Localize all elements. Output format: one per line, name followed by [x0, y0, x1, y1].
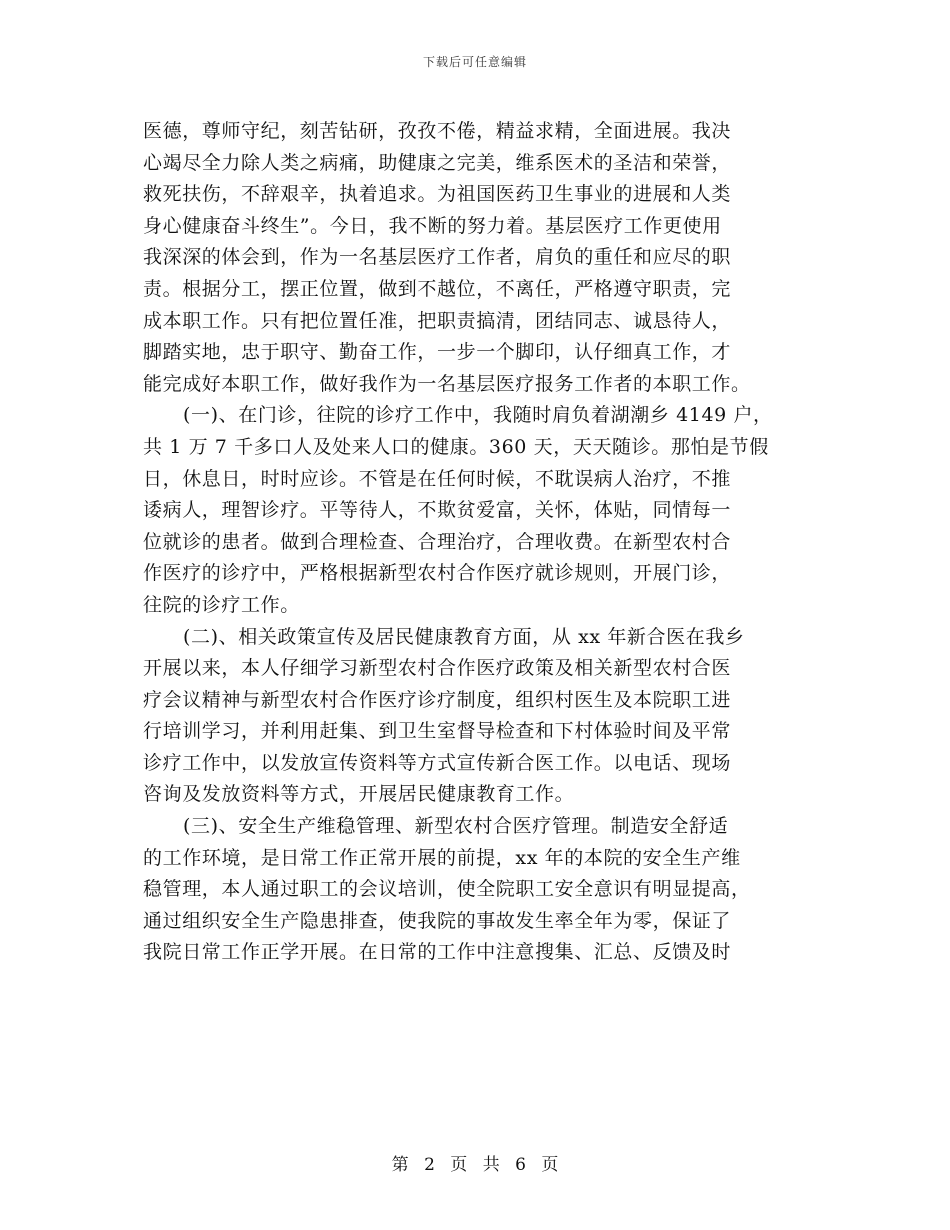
text-line: 我深深的体会到，作为一名基层医疗工作者，肩负的重任和应尽的职: [143, 246, 732, 269]
text-line: (一)、在门诊，往院的诊疗工作中，我随时肩负着湖潮乡 4149 户，: [183, 404, 773, 427]
text-line: 咨询及发放资料等方式，开展居民健康教育工作。: [143, 783, 575, 806]
text-line: 身心健康奋斗终生”。今日，我不断的努力着。基层医疗工作更使用: [143, 214, 722, 237]
text-line: 稳管理，本人通过职工的会议培训，使全院职工安全意识有明显提高，: [143, 878, 751, 901]
text-line: 我院日常工作正学开展。在日常的工作中注意搜集、汇总、反馈及时: [143, 941, 732, 964]
document-body: [143, 116, 811, 969]
paragraph-outpatient: [143, 400, 811, 621]
page-footer: [0, 1150, 950, 1175]
text-line: 行培训学习，并利用赶集、到卫生室督导检查和下村体验时间及平常: [143, 720, 732, 743]
page-number-total: 6: [515, 1155, 526, 1175]
text-line: 通过组织安全生产隐患排查，使我院的事故发生率全年为零，保证了: [143, 909, 732, 932]
text-line: 位就诊的患者。做到合理检查、合理治疗，合理收费。在新型农村合: [143, 530, 732, 553]
page-header: 下载后可任意编辑: [422, 55, 527, 69]
text-line: (三)、安全生产维稳管理、新型农村合医疗管理。制造安全舒适: [183, 815, 729, 838]
text-line: 共 1 万 7 千多口人及处来人口的健康。360 天，天天随诊。那怕是节假: [143, 435, 769, 458]
text-line: 诿病人，理智诊疗。平等待人，不欺贫爱富，关怀，体贴，同情每一: [143, 499, 732, 522]
footer-page-label: 页: [450, 1155, 468, 1175]
text-line: 往院的诊疗工作。: [143, 593, 300, 616]
text-line: 开展以来，本人仔细学习新型农村合作医疗政策及相关新型农村合医: [143, 657, 732, 680]
text-line: 疗会议精神与新型农村合作医疗诊疗制度，组织村医生及本院职工进: [143, 688, 732, 711]
text-line: 成本职工作。只有把位置任准，把职责搞清，团结同志、诚恳待人，: [143, 309, 732, 332]
text-line: 能完成好本职工作，做好我作为一名基层医疗报务工作者的本职工作。: [143, 372, 751, 395]
page-number-current: 2: [424, 1155, 435, 1175]
text-line: 作医疗的诊疗中，严格根据新型农村合作医疗就诊规则，开展门诊，: [143, 562, 732, 585]
text-line: 的工作环境，是日常工作正常开展的前提，xx 年的本院的安全生产维: [143, 846, 741, 869]
text-line: 脚踏实地，忠于职守、勤奋工作，一步一个脚印，认仔细真工作，才: [143, 341, 732, 364]
text-line: 诊疗工作中，以发放宣传资料等方式宣传新合医工作。以电话、现场: [143, 751, 732, 774]
text-line: 日，休息日，时时应诊。不管是在任何时候，不耽误病人治疗，不推: [143, 467, 732, 490]
text-line: (二)、相关政策宣传及居民健康教育方面，从 xx 年新合医在我乡: [183, 625, 745, 648]
text-line: 心竭尽全力除人类之病痛，助健康之完美，维系医术的圣洁和荣誉，: [143, 151, 732, 174]
text-line: 责。根据分工，摆正位置，做到不越位，不离任，严格遵守职责，完: [143, 277, 732, 300]
text-line: 救死扶伤，不辞艰辛，执着追求。为祖国医药卫生事业的进展和人类: [143, 183, 732, 206]
text-line: 医德，尊师守纪，刻苦钻研，孜孜不倦，精益求精，全面进展。我决: [143, 120, 732, 142]
paragraph-continuation: [143, 116, 811, 400]
paragraph-policy: [143, 622, 811, 812]
paragraph-safety: [143, 811, 811, 969]
footer-total-label: 共: [482, 1155, 500, 1175]
footer-suffix: 页: [541, 1155, 559, 1175]
footer-prefix: 第: [391, 1155, 409, 1175]
